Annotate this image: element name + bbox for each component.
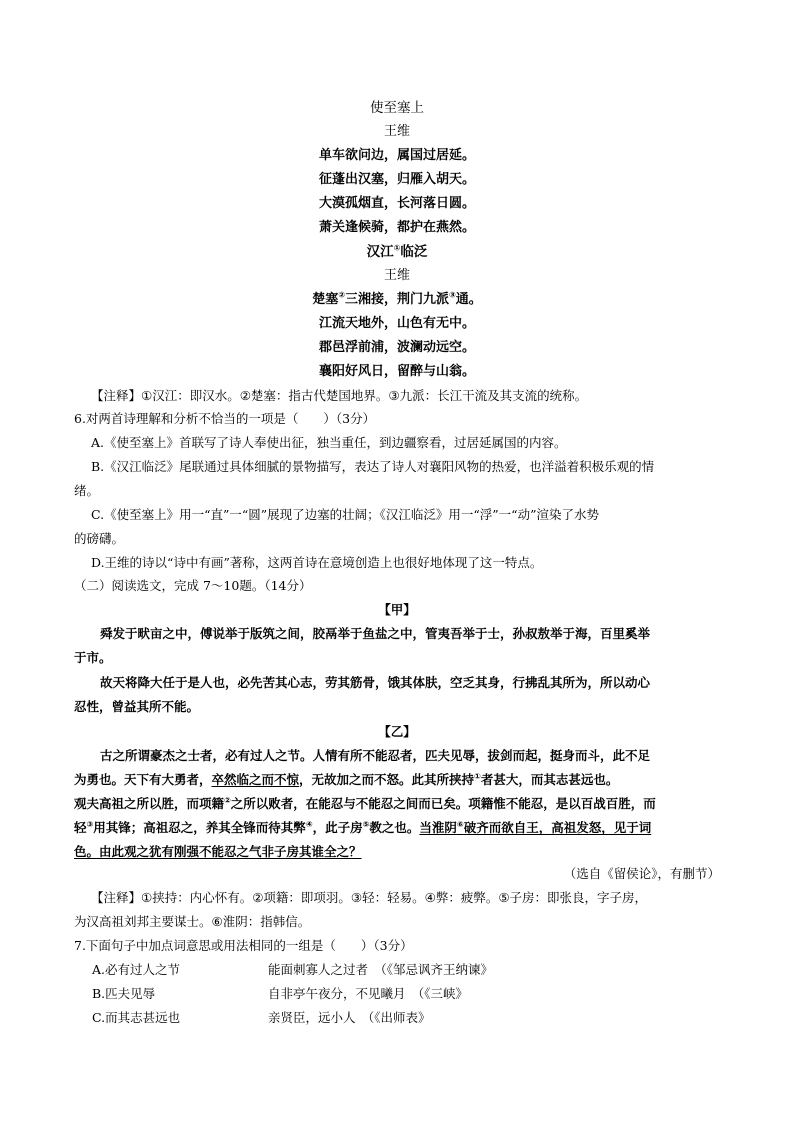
yi-line2: 为勇也。天下有大勇者，卒然临之而不惊，无故加之而不怒。此其所挟持①者甚大，而其志甚远也。 <box>74 771 619 787</box>
poem2-line-2: 江流天地外，山色有无中。 <box>318 316 475 331</box>
yi-line5 <box>74 844 362 860</box>
yi-line3: 观夫高祖之所以胜，而项籍②之所以败者，在能忍与不能忍之间而已矣。项籍惟不能忍，是以百战百胜，而 <box>74 795 656 811</box>
yi-source: （选自《留侯论》，有删节） <box>563 866 720 881</box>
poem2-author: 王维 <box>383 268 410 283</box>
q6-option-b-line1: B.《汉江临泛》尾联通过具体细腻的景物描写，表达了诗人对襄阳风物的热爱，也洋溢着积极乐观的情 <box>91 459 655 474</box>
q6-option-c-line1: C.《使至塞上》用一“直”一“圆”展现了边塞的壮阔；《汉江临泛》用一“浮”一“动”渲染了水势 <box>91 507 599 522</box>
q6-option-c-line2: 的磅礴。 <box>74 531 125 546</box>
q6-stem: 6.对两首诗理解和分析不恰当的一项是（ ）（3分） <box>74 411 376 426</box>
poem1-line-3: 大漠孤烟直，长河落日圆。 <box>318 196 475 211</box>
jia-para2-line1: 故天将降大任于是人也，必先苦其心志，劳其筋骨，饿其体肤，空乏其身，行拂乱其所为，所以动心 <box>100 675 651 690</box>
poem2-line-3: 郡邑浮前浦，波澜动远空。 <box>318 340 475 355</box>
poem1-line-4: 萧关逢候骑，都护在燕然。 <box>318 220 475 235</box>
jia-para1-line2: 于市。 <box>74 650 112 665</box>
q7-stem: 7.下面句子中加点词意思或用法相同的一组是（ ）（3分） <box>74 938 413 953</box>
q6-option-b-line2: 绪。 <box>74 483 100 498</box>
poem1-author: 王维 <box>383 124 410 139</box>
yi-line1: 古之所谓豪杰之士者，必有过人之节。人情有所不能忍者，匹夫见辱，拔剑而起，挺身而斗，此不足 <box>100 748 651 763</box>
poem2-line-1: 楚塞②三湘接，荆门九派③通。 <box>312 290 482 307</box>
jia-para2-line2: 忍性，曾益其所不能。 <box>74 699 200 714</box>
yi-heading: 【乙】 <box>378 724 416 739</box>
poem1-line-2: 征蓬出汉塞，归雁入胡天。 <box>318 172 475 187</box>
underlined-sentence-part2: 色。由此观之犹有刚强不能忍之气非子房其谁全之？ <box>74 844 362 859</box>
section-2-heading: （二）阅读选文，完成 7～10题。（14分） <box>74 578 312 593</box>
poem2-title: 汉江①临泛 <box>366 243 428 260</box>
yi-note-line1: 【注释】①挟持：内心怀有。②项籍：即项羽。③轻：轻易。④弊：疲弊。⑤子房：即张良，字子房， <box>91 890 648 905</box>
poem-note: 【注释】①汉江：即汉水。②楚塞：指古代楚国地界。③九派：长江干流及其支流的统称。 <box>91 388 588 403</box>
poem1-title: 使至塞上 <box>370 100 424 116</box>
yi-line4: 轻③用其锋；高祖忍之，养其全锋而待其弊④，此子房⑤教之也。当淮阴⑥破齐而欲自王，高祖发怒，见于词 <box>74 819 652 835</box>
jia-para1-line1: 舜发于畎亩之中，傅说举于版筑之间，胶鬲举于鱼盐之中，管夷吾举于士，孙叔敖举于海，百里奚举 <box>100 626 651 641</box>
poem1-line-1: 单车欲问边，属国过居延。 <box>318 148 475 163</box>
underlined-sentence-part1: 当淮阴⑥破齐而欲自王，高祖发怒，见于词 <box>419 819 652 835</box>
jia-heading: 【甲】 <box>378 602 416 617</box>
poem2-line-4: 襄阳好风日，留醉与山翁。 <box>318 364 475 379</box>
underlined-phrase: 卒然临之而不惊 <box>211 772 300 787</box>
q6-option-d: D.王维的诗以“诗中有画”著称，这两首诗在意境创造上也很好地体现了这一特点。 <box>91 555 543 570</box>
yi-note-line2: 为汉高祖刘邦主要谋士。⑥淮阴：指韩信。 <box>74 914 311 929</box>
document-page: 使至塞上 王维 单车欲问边，属国过居延。 征蓬出汉塞，归雁入胡天。 大漠孤烟直，长河落日圆。 萧关逢候骑，都护在燕然。 汉江①临泛 王维 楚塞②三湘接，荆门九派③通。 江流天地外，山色有无中。 郡邑浮前浦，波澜动远空。 襄阳好风日，留醉与山翁。 【注释】①汉江：即汉水。②楚塞：指古代楚国地界。③九派：长江干流及其支流的统称。 6.对两首诗理解和分析不恰当的一项是（ ）（3分） A.《使至塞上》首联写了诗人奉使出征，独当重任，到边疆察看，过居延属国的内容。 B.《汉江临泛》尾联通过具体细腻的景物描写，表达了诗人对襄阳风物的热爱，也洋溢着积极乐观的情 绪。 C.《使至塞上》用一“直”一“圆”展现了边塞的壮阔；《汉江临泛》用一“浮”一“动”渲染了水势 的磅礴。 D.王维的诗以“诗中有画”著称，这两首诗在意境创造上也很好地体现了这一特点。 （二）阅读选文，完成 7～10题。（14分） 【甲】 舜发于畎亩之中，傅说举于版筑之间，胶鬲举于鱼盐之中，管夷吾举于士，孙叔敖举于海，百里奚举 于市。 故天将降大任于是人也，必先苦其心志，劳其筋骨，饿其体肤，空乏其身，行拂乱其所为，所以动心 忍性，曾益其所不能。 【乙】 古之所谓豪杰之士者，必有过人之节。人情有所不能忍者，匹夫见辱，拔剑而起，挺身而斗，此不足 为勇也。天下有大勇者，卒然临之而不惊，无故加之而不怒。此其所挟持①者甚大，而其志甚远也。 观夫高祖之所以胜，而项籍②之所以败者，在能忍与不能忍之间而已矣。项籍惟不能忍，是以百战百胜，而 轻③用其锋；高祖忍之，养其全锋而待其弊④，此子房⑤教之也。当淮阴⑥破齐而欲自王，高祖发怒，见于词 色。由此观之犹有刚强不能忍之气非子房其谁全之？ （选自《留侯论》，有删节） 【注释】①挟持：内心怀有。②项籍：即项羽。③轻：轻易。④弊：疲弊。⑤子房：即张良，字子房， 为汉高祖刘邦主要谋士。⑥淮阴：指韩信。 7.下面句子中加点词意思或用法相同的一组是（ ）（3分） A.必有过人之节 能面刺寡人之过者 （《邹忌讽齐王纳谏》 B.匹夫见辱 自非亭午夜分，不见曦月 （《三峡》 C.而其志甚远也 亲贤臣，远小人 （《出师表》 <box>0 0 794 1123</box>
q6-option-a: A.《使至塞上》首联写了诗人奉使出征，独当重任，到边疆察看，过居延属国的内容。 <box>91 435 567 450</box>
